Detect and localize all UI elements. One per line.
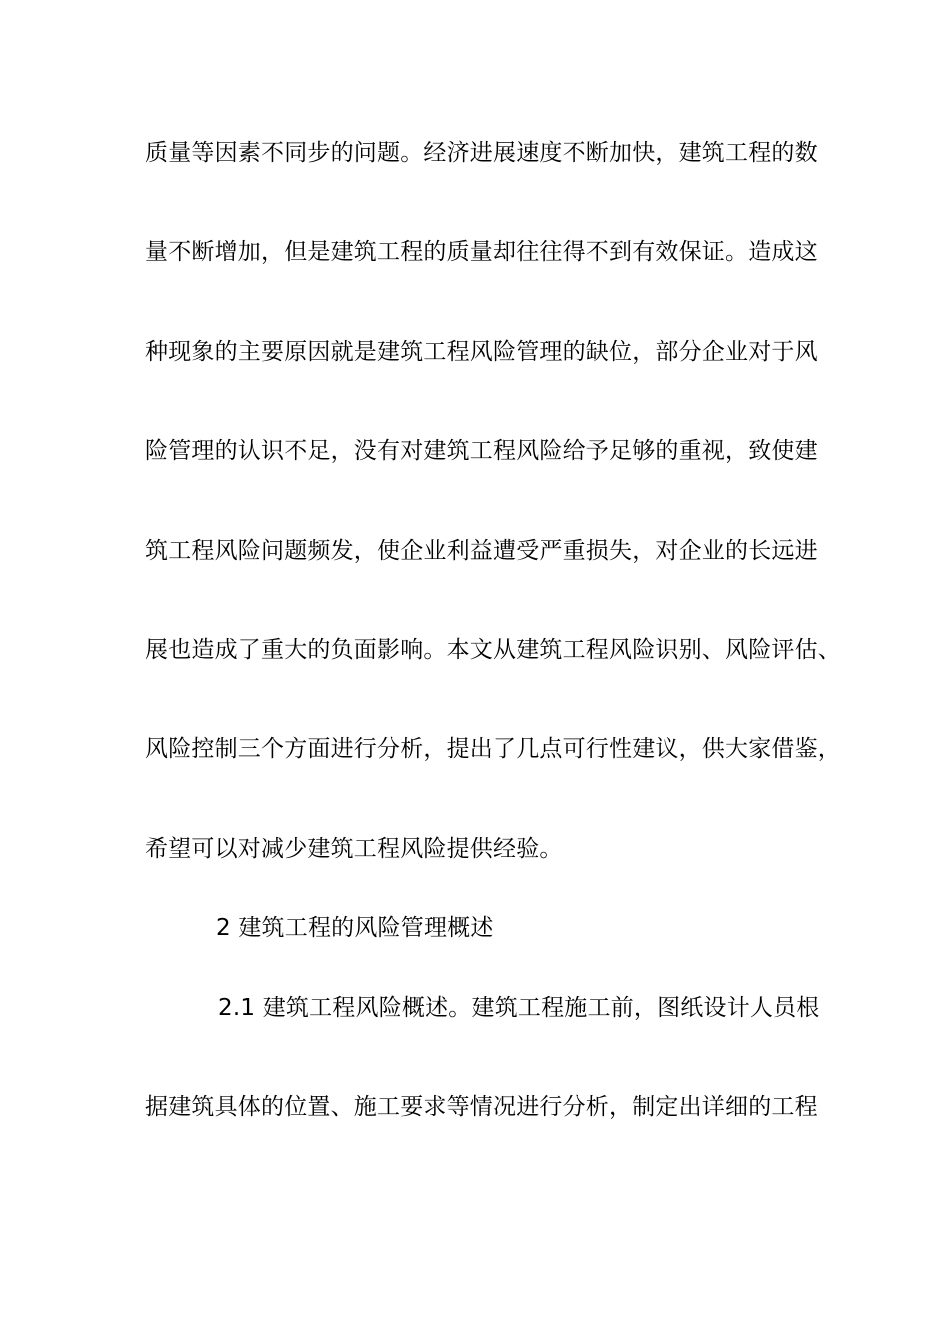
body-text-line: 展也造成了重大的负面影响。本文从建筑工程风险识别、风险评估、 <box>145 637 841 663</box>
body-text-line: 筑工程风险问题频发，使企业利益遭受严重损失，对企业的长远进 <box>145 538 818 564</box>
body-text-line: 质量等因素不同步的问题。经济进展速度不断加快，建筑工程的数 <box>145 140 818 166</box>
subsection-text-line: 2.1 建筑工程风险概述。建筑工程施工前，图纸设计人员根 <box>218 995 820 1021</box>
body-text-line: 量不断增加，但是建筑工程的质量却往往得不到有效保证。造成这 <box>145 239 818 265</box>
subsection-text-line: 据建筑具体的位置、施工要求等情况进行分析，制定出详细的工程 <box>145 1094 818 1120</box>
body-text-line: 种现象的主要原因就是建筑工程风险管理的缺位，部分企业对于风 <box>145 339 818 365</box>
body-text-line: 风险控制三个方面进行分析，提出了几点可行性建议，供大家借鉴， <box>145 736 841 762</box>
section-heading: 2 建筑工程的风险管理概述 <box>216 915 494 941</box>
body-text-line: 希望可以对减少建筑工程风险提供经验。 <box>145 836 563 862</box>
body-text-line: 险管理的认识不足，没有对建筑工程风险给予足够的重视，致使建 <box>145 438 818 464</box>
